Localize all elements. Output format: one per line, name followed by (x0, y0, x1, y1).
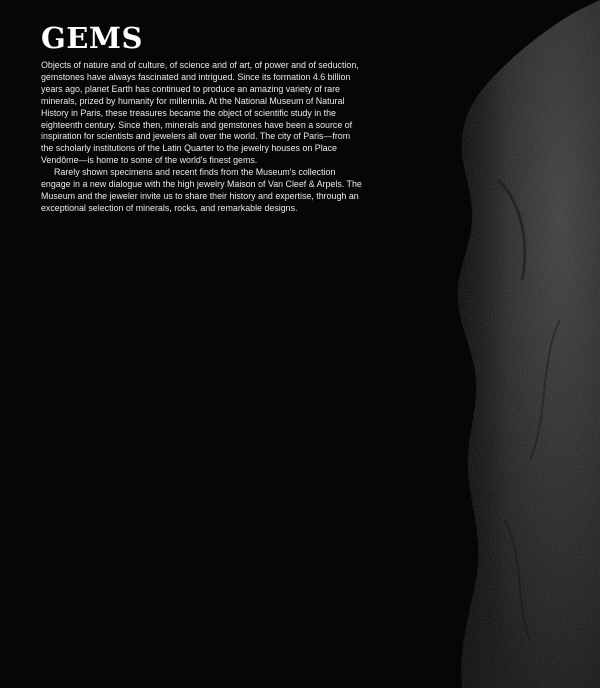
paragraph-1: Objects of nature and of culture, of science and of art, of power and of seduction, gemstones have always fascinated and intrigued. Since its formation 4.6 billion years ago, planet Earth has continued to produce an amazing variety of rare minerals, prized by humanity for millennia. At the National Museum of Natural History in Paris, these treasures became the object of scientific study in the eighteenth century. Since then, minerals and gemstones have been a source of inspiration for scientists and jewelers all over the world. The city of Paris—from the scholarly institutions of the Latin Quarter to the jewelry houses on Place Vendôme—is home to some of the world's finest gems. (41, 60, 359, 166)
body-text (41, 60, 363, 215)
page-title: GEMS (41, 21, 143, 55)
paragraph-2: Rarely shown specimens and recent finds from the Museum's collection engage in a new dialogue with the high jewelry Maison of Van Cleef & Arpels. The Museum and the jeweler invite us to share their history and expertise, through an exceptional selection of minerals, rocks, and remarkable designs. (41, 167, 362, 213)
